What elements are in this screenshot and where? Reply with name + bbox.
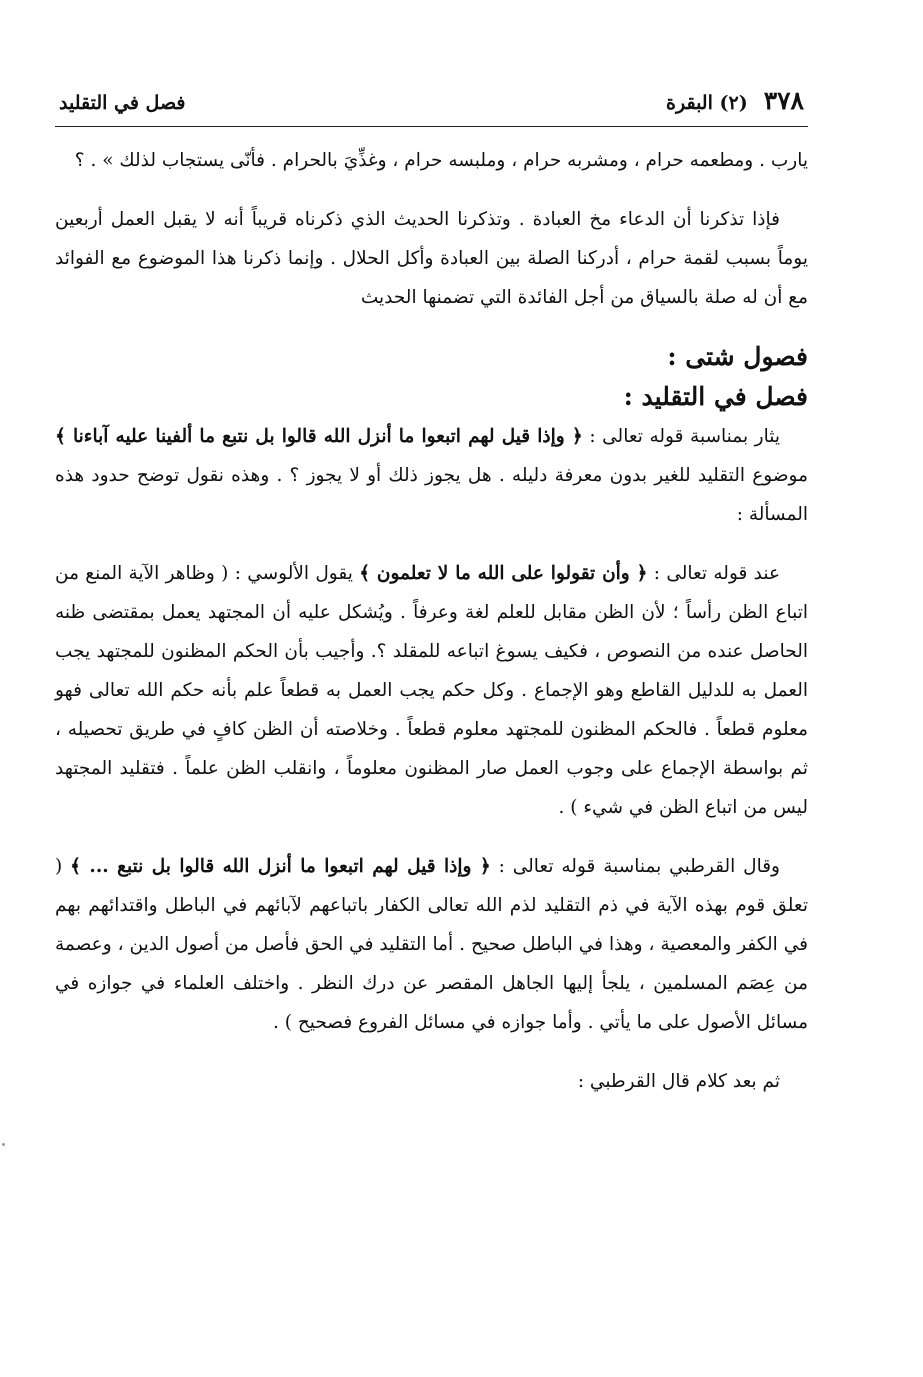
text-run: يثار بمناسبة قوله تعالى :	[582, 426, 780, 447]
paragraph-hadith-end: يارب . ومطعمه حرام ، ومشربه حرام ، وملبسه حرام ، وغذِّيَ بالحرام . فأنّى يستجاب لذلك » . ؟	[74, 150, 808, 171]
text-run: ( تعلق قوم بهذه الآية في ذم التقليد لذم الله تعالى الكفار باتباعهم لآبائهم في الباطل واقتدائهم بهم في الكفر والمعصية ، وهذا في الباطل صحيح . أما التقليد في الحق فأصل من أصول الدين ، وعصمة من عِصَم المسلمين ، يلجأ إليها الجاهل المقصر عن درك النظر . واختلف العلماء في جوازه في مسائل الأصول على ما يأتي . وأما جوازه في مسائل الفروع فصحيح ) .	[55, 856, 808, 1033]
header-page-info	[666, 86, 804, 115]
margin-speck	[2, 1143, 5, 1146]
section-heading-taqlid: فصل في التقليد :	[623, 382, 808, 411]
book-page	[55, 86, 808, 1336]
paragraph-dua-worship: فإذا تذكرنا أن الدعاء مخ العبادة . وتذكرنا الحديث الذي ذكرناه قريباً أنه لا يقبل العمل أربعين يوماً بسبب لقمة حرام ، أدركنا الصلة بين العبادة وأكل الحلال . وإنما ذكرنا هذا الموضوع مع الفوائد مع أن له صلة بالسياق من أجل الفائدة التي تضمنها الحديث	[55, 209, 808, 308]
header-divider	[55, 126, 808, 127]
running-header	[55, 86, 808, 124]
surah-reference: (٢) البقرة	[666, 92, 748, 114]
text-run: وقال القرطبي بمناسبة قوله تعالى :	[490, 856, 780, 877]
text-run: عند قوله تعالى :	[647, 563, 780, 584]
paragraph-taqlid-intro	[55, 417, 808, 534]
page-number: ٣٧٨	[763, 86, 804, 115]
section-heading-misc: فصول شتى :	[667, 342, 808, 371]
paragraph-qurtubi-continued: ثم بعد كلام قال القرطبي :	[577, 1071, 780, 1092]
paragraph-alusi	[55, 554, 808, 827]
text-run: موضوع التقليد للغير بدون معرفة دليله . هل يجوز ذلك أو لا يجوز ؟ . وهذه نقول توضح حدود هذه المسألة :	[55, 465, 808, 525]
paragraph-qurtubi	[55, 847, 808, 1042]
quran-quote: ﴿ وإذا قيل لهم اتبعوا ما أنزل الله قالوا بل نتبع ما ألفينا عليه آباءنا ﴾	[55, 426, 583, 447]
quran-quote: ﴿ وإذا قيل لهم اتبعوا ما أنزل الله قالوا بل نتبع ... ﴾	[70, 856, 491, 877]
section-headings	[55, 337, 808, 417]
quran-quote: ﴿ وأن تقولوا على الله ما لا تعلمون ﴾	[359, 563, 648, 584]
text-run: يقول الألوسي : ( وظاهر الآية المنع من اتباع الظن رأساً ؛ لأن الظن مقابل للعلم لغة وعرفاً . ويُشكل عليه أن المجتهد يعمل بمقتضى ظنه الحاصل عنده من النصوص ، فكيف يسوغ اتباعه للمقلد ؟. وأجيب بأن الحكم المظنون للمجتهد يجب العمل به للدليل القاطع وهو الإجماع . وكل حكم يجب العمل به قطعاً علم بأنه حكم الله تعالى فهو معلوم قطعاً . فالحكم المظنون للمجتهد معلوم قطعاً . وخلاصته أن الظن كافٍ في طريق تحصيله ، ثم بواسطة الإجماع على وجوب العمل صار المظنون معلوماً ، وانقلب الظن علماً . فتقليد المجتهد ليس من اتباع الظن في شيء ) .	[55, 563, 808, 818]
chapter-title: فصل في التقليد	[59, 92, 186, 114]
